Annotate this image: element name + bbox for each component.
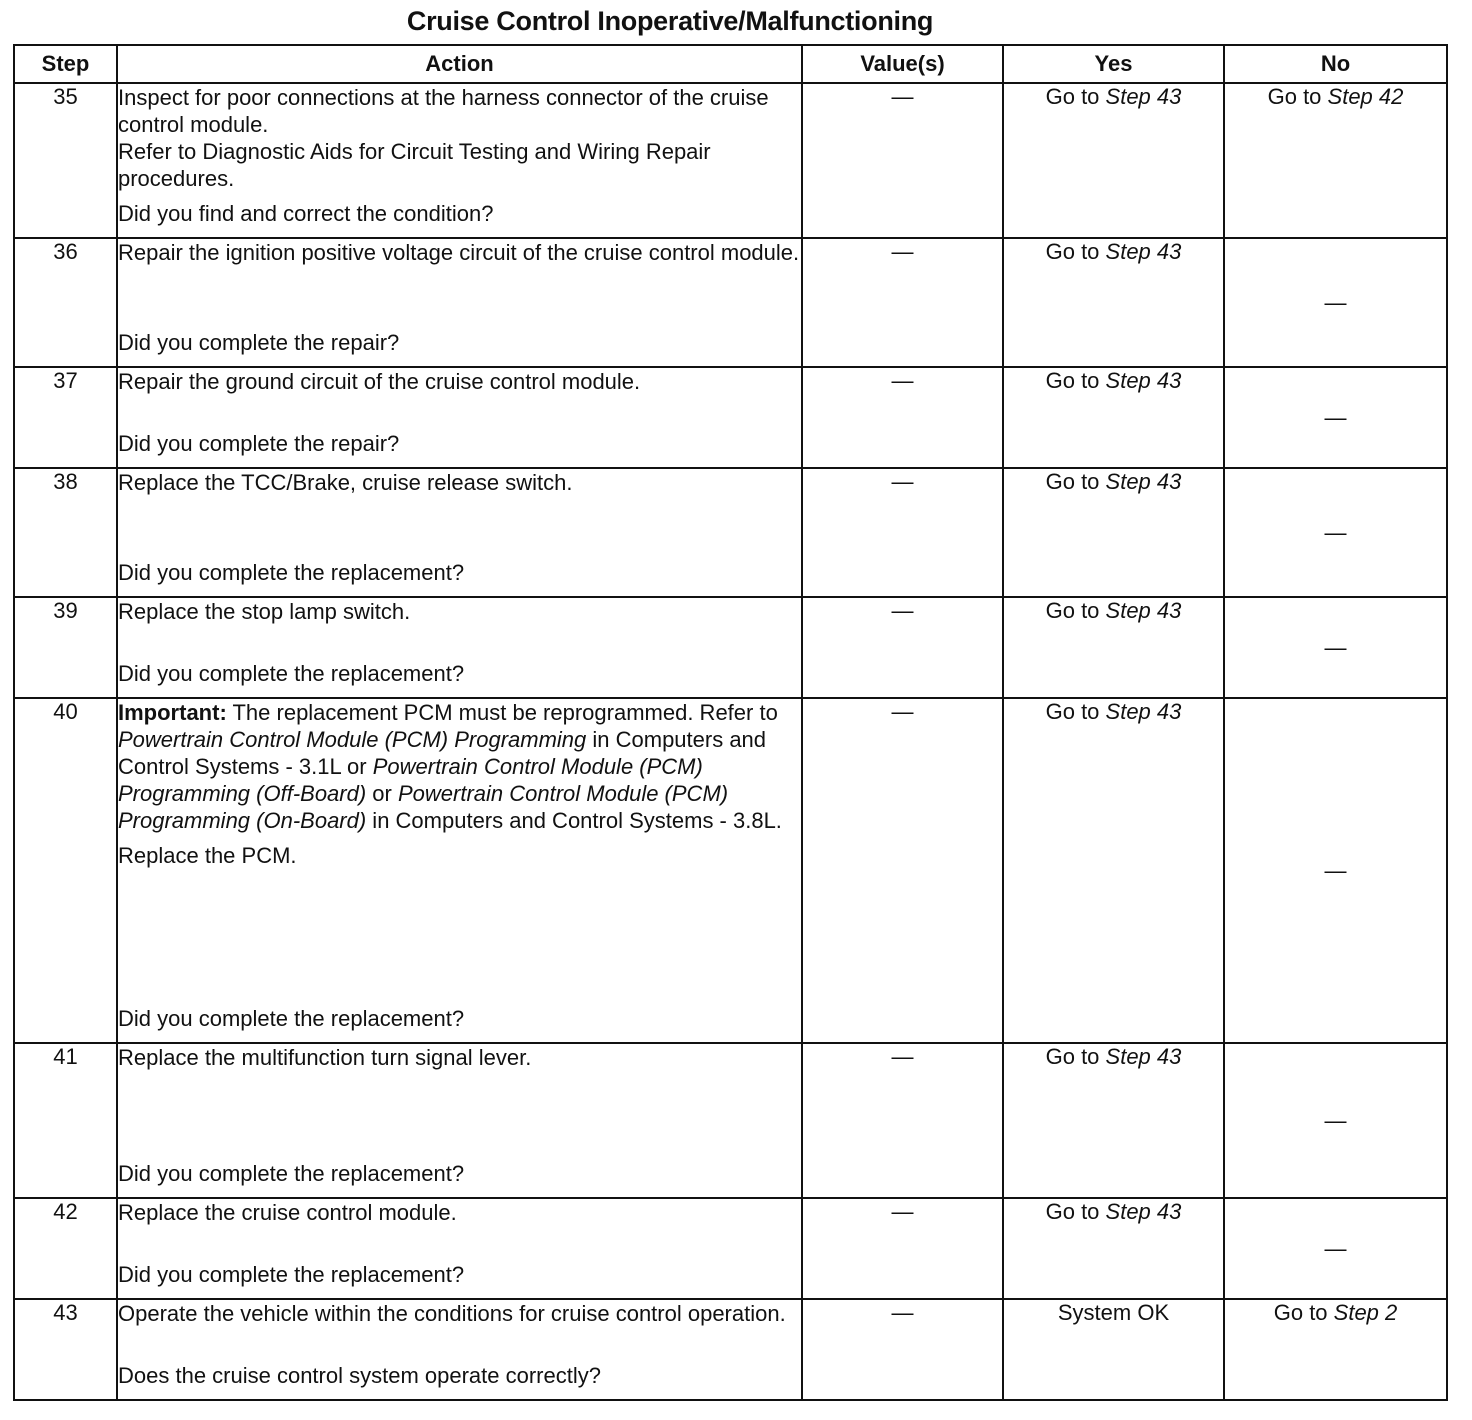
yes-cell <box>1003 238 1224 367</box>
action-cell <box>117 367 802 468</box>
step-number: 41 <box>14 1043 117 1198</box>
no-cell <box>1224 83 1447 238</box>
yes-prefix: Go to <box>1045 598 1106 623</box>
value-dash: — <box>891 598 914 623</box>
pcm-programming-reference[interactable]: Powertrain Control Module (PCM) Programming <box>118 727 587 752</box>
no-cell <box>1224 1198 1447 1299</box>
important-label: Important: <box>118 700 227 725</box>
no-cell <box>1224 1299 1447 1400</box>
value-cell <box>802 1299 1003 1400</box>
value-cell <box>802 83 1003 238</box>
value-cell <box>802 468 1003 597</box>
table-row-step-42 <box>14 1198 1447 1299</box>
action-question: Did you complete the replacement? <box>118 1262 465 1287</box>
yes-prefix: Go to <box>1045 1199 1106 1224</box>
no-cell <box>1224 238 1447 367</box>
no-cell <box>1224 468 1447 597</box>
step-number: 43 <box>14 1299 117 1400</box>
table-header-row <box>14 45 1447 83</box>
yes-prefix: Go to <box>1045 368 1106 393</box>
action-cell <box>117 83 802 238</box>
value-dash: — <box>891 1199 914 1224</box>
step-number: 35 <box>14 83 117 238</box>
yes-prefix: Go to <box>1045 239 1106 264</box>
value-dash: — <box>891 239 914 264</box>
no-step-link[interactable]: Step 2 <box>1333 1300 1398 1325</box>
important-text: or <box>366 781 398 806</box>
yes-cell <box>1003 367 1224 468</box>
header-action: Action <box>117 45 802 83</box>
no-cell <box>1224 367 1447 468</box>
action-cell <box>117 1043 802 1198</box>
step-number: 36 <box>14 238 117 367</box>
pcm-programming-offboard-reference[interactable]: Powertrain Control Module (PCM) Programming (Off-Board) <box>118 754 703 806</box>
step-number: 39 <box>14 597 117 698</box>
action-instruction: Operate the vehicle within the conditions for cruise control operation. <box>118 1301 786 1326</box>
value-cell <box>802 238 1003 367</box>
action-cell <box>117 1198 802 1299</box>
action-instruction: Inspect for poor connections at the harness connector of the cruise control module. <box>118 85 769 137</box>
action-instruction: Refer to Diagnostic Aids for Circuit Testing and Wiring Repair procedures. <box>118 139 711 191</box>
action-cell <box>117 698 802 1043</box>
yes-prefix: Go to <box>1045 469 1106 494</box>
yes-prefix: Go to <box>1045 1044 1106 1069</box>
important-text: in Computers and Control Systems - 3.8L. <box>366 808 782 833</box>
action-question: Did you complete the repair? <box>118 330 400 355</box>
pcm-programming-onboard-reference[interactable]: Powertrain Control Module (PCM) Programming (On-Board) <box>118 781 729 833</box>
yes-prefix: Go to <box>1045 84 1106 109</box>
yes-step-link[interactable]: Step 43 <box>1105 469 1182 494</box>
action-question: Did you complete the replacement? <box>118 1006 465 1031</box>
action-instruction: Replace the stop lamp switch. <box>118 599 411 624</box>
action-question: Did you complete the repair? <box>118 431 400 456</box>
action-question: Does the cruise control system operate correctly? <box>118 1363 601 1388</box>
yes-cell <box>1003 83 1224 238</box>
value-dash: — <box>891 1300 914 1325</box>
action-cell <box>117 1299 802 1400</box>
no-step-link[interactable]: Step 42 <box>1327 84 1404 109</box>
action-instruction: Replace the TCC/Brake, cruise release switch. <box>118 470 573 495</box>
yes-cell <box>1003 1198 1224 1299</box>
yes-step-link[interactable]: Step 43 <box>1105 84 1182 109</box>
no-dash: — <box>1324 289 1347 315</box>
no-dash: — <box>1324 404 1347 430</box>
value-cell <box>802 597 1003 698</box>
header-yes: Yes <box>1003 45 1224 83</box>
yes-step-link[interactable]: Step 43 <box>1105 699 1182 724</box>
table-row-step-39 <box>14 597 1447 698</box>
no-prefix: Go to <box>1273 1300 1334 1325</box>
value-dash: — <box>891 469 914 494</box>
action-instruction: Repair the ignition positive voltage circuit of the cruise control module. <box>118 240 800 265</box>
important-text: The replacement PCM must be reprogrammed. Refer to <box>226 700 778 725</box>
table-row-step-41 <box>14 1043 1447 1198</box>
action-instruction: Replace the PCM. <box>118 843 297 868</box>
yes-step-link[interactable]: Step 43 <box>1105 239 1182 264</box>
table-row-step-35 <box>14 83 1447 238</box>
no-dash: — <box>1324 1235 1347 1261</box>
yes-cell <box>1003 698 1224 1043</box>
action-question: Did you complete the replacement? <box>118 1161 465 1186</box>
yes-cell <box>1003 1043 1224 1198</box>
step-number: 38 <box>14 468 117 597</box>
yes-prefix: Go to <box>1045 699 1106 724</box>
important-note <box>118 699 801 834</box>
value-dash: — <box>891 84 914 109</box>
yes-cell <box>1003 1299 1224 1400</box>
action-instruction: Replace the multifunction turn signal lever. <box>118 1045 532 1070</box>
no-cell <box>1224 597 1447 698</box>
action-cell <box>117 238 802 367</box>
value-cell <box>802 1043 1003 1198</box>
action-instruction: Replace the cruise control module. <box>118 1200 457 1225</box>
action-instruction: Repair the ground circuit of the cruise control module. <box>118 369 641 394</box>
value-cell <box>802 698 1003 1043</box>
value-cell <box>802 1198 1003 1299</box>
action-cell <box>117 597 802 698</box>
important-text: in Computers and Control Systems - 3.1L or <box>118 727 767 779</box>
action-question: Did you complete the replacement? <box>118 560 465 585</box>
header-step: Step <box>14 45 117 83</box>
action-question: Did you complete the replacement? <box>118 661 465 686</box>
no-dash: — <box>1324 519 1347 545</box>
step-number: 37 <box>14 367 117 468</box>
value-dash: — <box>891 699 914 724</box>
yes-cell <box>1003 597 1224 698</box>
yes-step-link[interactable]: Step 43 <box>1105 598 1182 623</box>
value-dash: — <box>891 368 914 393</box>
table-row-step-40 <box>14 698 1447 1043</box>
value-dash: — <box>891 1044 914 1069</box>
action-question: Did you find and correct the condition? <box>118 201 494 226</box>
yes-cell <box>1003 468 1224 597</box>
action-cell <box>117 468 802 597</box>
yes-step-link[interactable]: Step 43 <box>1105 1199 1182 1224</box>
table-row-step-36 <box>14 238 1447 367</box>
step-number: 42 <box>14 1198 117 1299</box>
header-no: No <box>1224 45 1447 83</box>
no-dash: — <box>1324 1107 1347 1133</box>
value-cell <box>802 367 1003 468</box>
step-number: 40 <box>14 698 117 1043</box>
diagnostic-table <box>13 44 1448 1401</box>
no-cell <box>1224 1043 1447 1198</box>
table-row-step-38 <box>14 468 1447 597</box>
no-prefix: Go to <box>1267 84 1328 109</box>
table-row-step-37 <box>14 367 1447 468</box>
no-dash: — <box>1324 634 1347 660</box>
table-row-step-43 <box>14 1299 1447 1400</box>
no-dash: — <box>1324 857 1347 883</box>
header-values: Value(s) <box>802 45 1003 83</box>
page-title: Cruise Control Inoperative/Malfunctioning <box>406 6 934 36</box>
yes-step-link[interactable]: Step 43 <box>1105 368 1182 393</box>
yes-step-link[interactable]: Step 43 <box>1105 1044 1182 1069</box>
yes-result: System OK <box>1057 1300 1170 1325</box>
no-cell <box>1224 698 1447 1043</box>
